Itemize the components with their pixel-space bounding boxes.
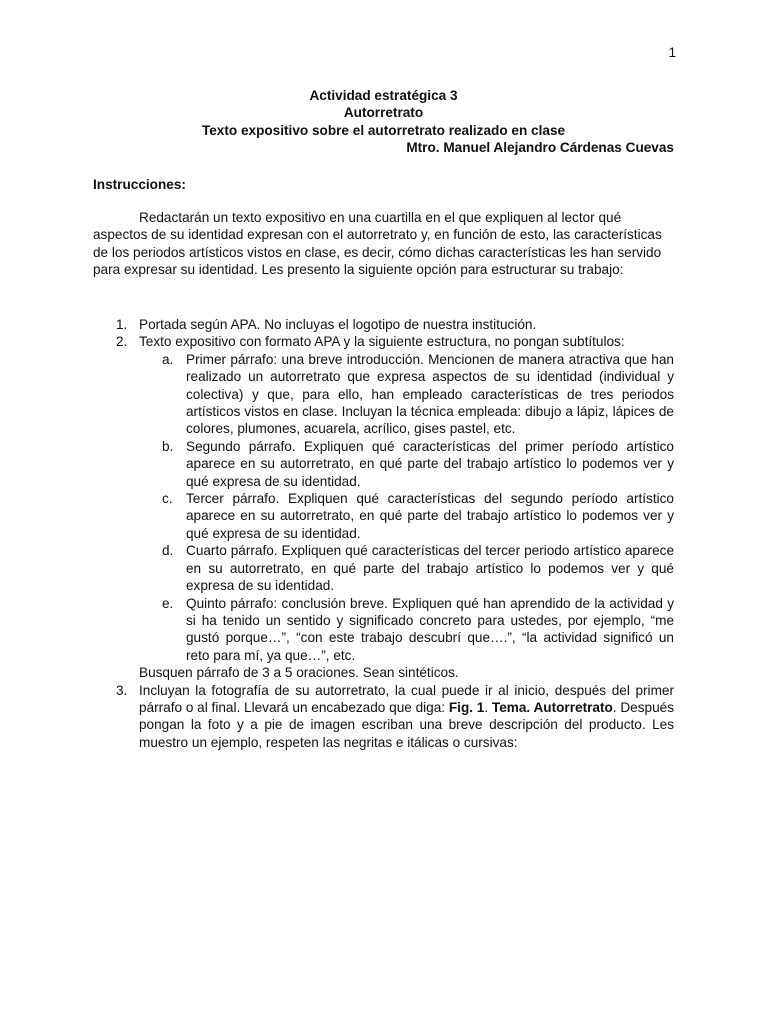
sublist-item-text: Cuarto párrafo. Expliquen qué características del tercer periodo artístico aparece en su autorretrato, en qué parte del trabajo artístico lo podemos ver y qué expresa de su identidad. xyxy=(186,543,674,594)
list-item-number: 1. xyxy=(116,317,128,332)
item3-text-after: . Después pongan la foto y a pie de imagen escriban una breve descripción del producto. Les muestro un ejemplo, respeten las negritas e itálicas o cursivas: xyxy=(139,699,674,750)
sublist-item-text: Primer párrafo: una breve introducción. Mencionen de manera atractiva que han realizado un autorretrato que expresa aspectos de su identidad (individual y colectiva) y que, para ello, han empleado características de tres periodos artísticos vistos en clase. Incluyan la técnica empleada: dibujo a lápiz, lápices de colores, plumones, acuarela, acrílico, gises pastel, etc. xyxy=(186,351,674,437)
sublist-item xyxy=(93,438,674,490)
list-item-text: Texto expositivo con formato APA y la siguiente estructura, no pongan subtítulos: xyxy=(139,334,625,350)
theme-label: Tema. Autorretrato xyxy=(491,699,613,715)
sublist-item-text: Tercer párrafo. Expliquen qué características del segundo período artístico aparece en su autorretrato, en qué parte del trabajo artístico lo podemos ver y qué expresa de su identidad. xyxy=(186,491,674,541)
figure-label: Fig. 1 xyxy=(448,699,485,715)
sublist-item-letter: d. xyxy=(162,543,174,559)
sublist-item-letter: b. xyxy=(162,438,174,454)
sublist-item xyxy=(93,490,674,542)
instructions-list xyxy=(93,316,674,751)
item3-dot: . xyxy=(484,699,492,715)
sublist-item xyxy=(93,595,674,665)
sublist-item-text: Quinto párrafo: conclusión breve. Expliquen qué han aprendido de la actividad y si ha tenido un sentido y significado concreto para ustedes, por ejemplo, “me gustó porque…”, “con este trabajo descubrí que….”, “la actividad significó un reto para mí, ya que…”, etc. xyxy=(186,595,674,663)
list-item-number: 2. xyxy=(116,334,128,350)
list-item xyxy=(93,333,674,350)
intro-paragraph xyxy=(93,209,674,279)
intro-text: Redactarán un texto expositivo en una cuartilla en el que expliquen al lector qué aspectos de su identidad expresan con el autorretrato y, en función de esto, las características de los periodos artísticos vistos en clase, es decir, cómo dichas características les han servido para expresar su identidad. Les presento la siguiente opción para estructurar su trabajo: xyxy=(93,210,662,278)
sublist-item-letter: a. xyxy=(162,351,174,367)
activity-subtitle: Autorretrato xyxy=(343,105,424,121)
sublist-item-letter: e. xyxy=(162,595,174,611)
list-item-number: 3. xyxy=(116,682,128,698)
document-header xyxy=(93,87,674,157)
item3-text-before: Incluyan la fotografía de su autorretrato, la cual puede ir al inicio, después del primer párrafo o al final. Llevará un encabezado que diga: xyxy=(139,682,674,715)
page-number: 1 xyxy=(668,45,676,60)
activity-title: Actividad estratégica 3 xyxy=(309,88,458,103)
sublist-item xyxy=(93,351,674,438)
sublist-note: Busquen párrafo de 3 a 5 oraciones. Sean sintéticos. xyxy=(139,665,459,681)
sublist-item-text: Segundo párrafo. Expliquen qué características del primer período artístico aparece en su autorretrato, en qué parte del trabajo artístico lo podemos ver y qué expresa de su identidad. xyxy=(186,438,674,489)
sublist-item-letter: c. xyxy=(162,491,173,507)
list-item xyxy=(93,682,674,752)
list-item-text xyxy=(139,682,674,752)
instructions-heading: Instrucciones: xyxy=(93,177,186,192)
list-item-text: Portada según APA. No incluyas el logotipo de nuestra institución. xyxy=(139,317,537,332)
activity-description: Texto expositivo sobre el autorretrato realizado en clase xyxy=(201,122,566,138)
list-item xyxy=(93,316,674,333)
sublist-item xyxy=(93,542,674,594)
author-name: Mtro. Manuel Alejandro Cárdenas Cuevas xyxy=(406,140,674,156)
